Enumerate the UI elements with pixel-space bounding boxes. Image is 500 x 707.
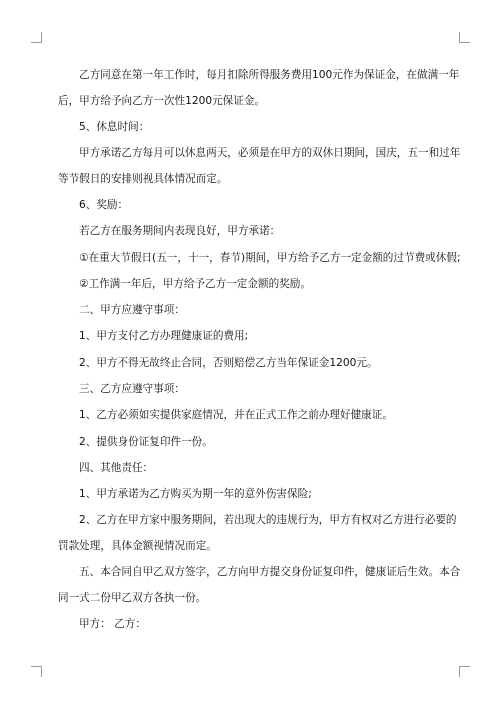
paragraph-rewards-holiday: ①在重大节假日(五一，十一，春节)期间，甲方给予乙方一定金额的过节费或休假; (79, 251, 461, 264)
paragraph-other-responsibility-1: 1、甲方承诺为乙方购买为期一年的意外伤害保险; (79, 488, 312, 501)
heading-rewards: 6、奖励： (79, 199, 129, 212)
page-corner-mark-top-right (459, 32, 470, 43)
paragraph-rewards-intro: 若乙方在服务期间内表现良好，甲方承诺： (79, 225, 281, 238)
heading-party-a-duties: 二、甲方应遵守事项： (79, 304, 185, 317)
paragraph-rest-time: 甲方承诺乙方每月可以休息两天，必须是在甲方的双休日期间，国庆，五一和过年等节假日的安排则视具体情况而定。 (58, 147, 461, 185)
paragraph-party-b-duty-1: 1、乙方必须如实提供家庭情况，并在正式工作之前办理好健康证。 (79, 409, 393, 422)
page-corner-mark-top-left (31, 32, 42, 43)
paragraph-contract-effect: 五、本合同自甲乙双方签字，乙方向甲方提交身份证复印件，健康证后生效。本合同一式二份甲乙双方各执一份。 (58, 566, 461, 604)
paragraph-deposit-terms: 乙方同意在第一年工作时，每月扣除所得服务费用100元作为保证金，在做满一年后，甲方给予向乙方一次性1200元保证金。 (58, 69, 460, 107)
heading-other-responsibilities: 四、其他责任： (79, 461, 154, 474)
signature-line: 甲方： 乙方： (79, 618, 146, 631)
page-corner-mark-bottom-left (31, 666, 42, 677)
page-corner-mark-bottom-right (459, 666, 470, 677)
paragraph-party-a-duty-1: 1、甲方支付乙方办理健康证的费用; (79, 330, 249, 343)
paragraph-party-a-duty-2: 2、甲方不得无故终止合同，否则赔偿乙方当年保证金1200元。 (79, 356, 378, 369)
heading-party-b-duties: 三、乙方应遵守事项： (79, 383, 185, 395)
paragraph-party-b-duty-2: 2、提供身份证复印件一份。 (79, 435, 213, 448)
document-body (58, 63, 463, 638)
paragraph-rewards-annual: ②工作满一年后，甲方给予乙方一定金额的奖励。 (79, 277, 311, 290)
heading-rest-time: 5、休息时间： (79, 120, 150, 133)
paragraph-other-responsibility-2: 2、乙方在甲方家中服务期间，若出现大的违规行为，甲方有权对乙方进行必要的罚款处理，具体金额视情况而定。 (58, 514, 457, 552)
